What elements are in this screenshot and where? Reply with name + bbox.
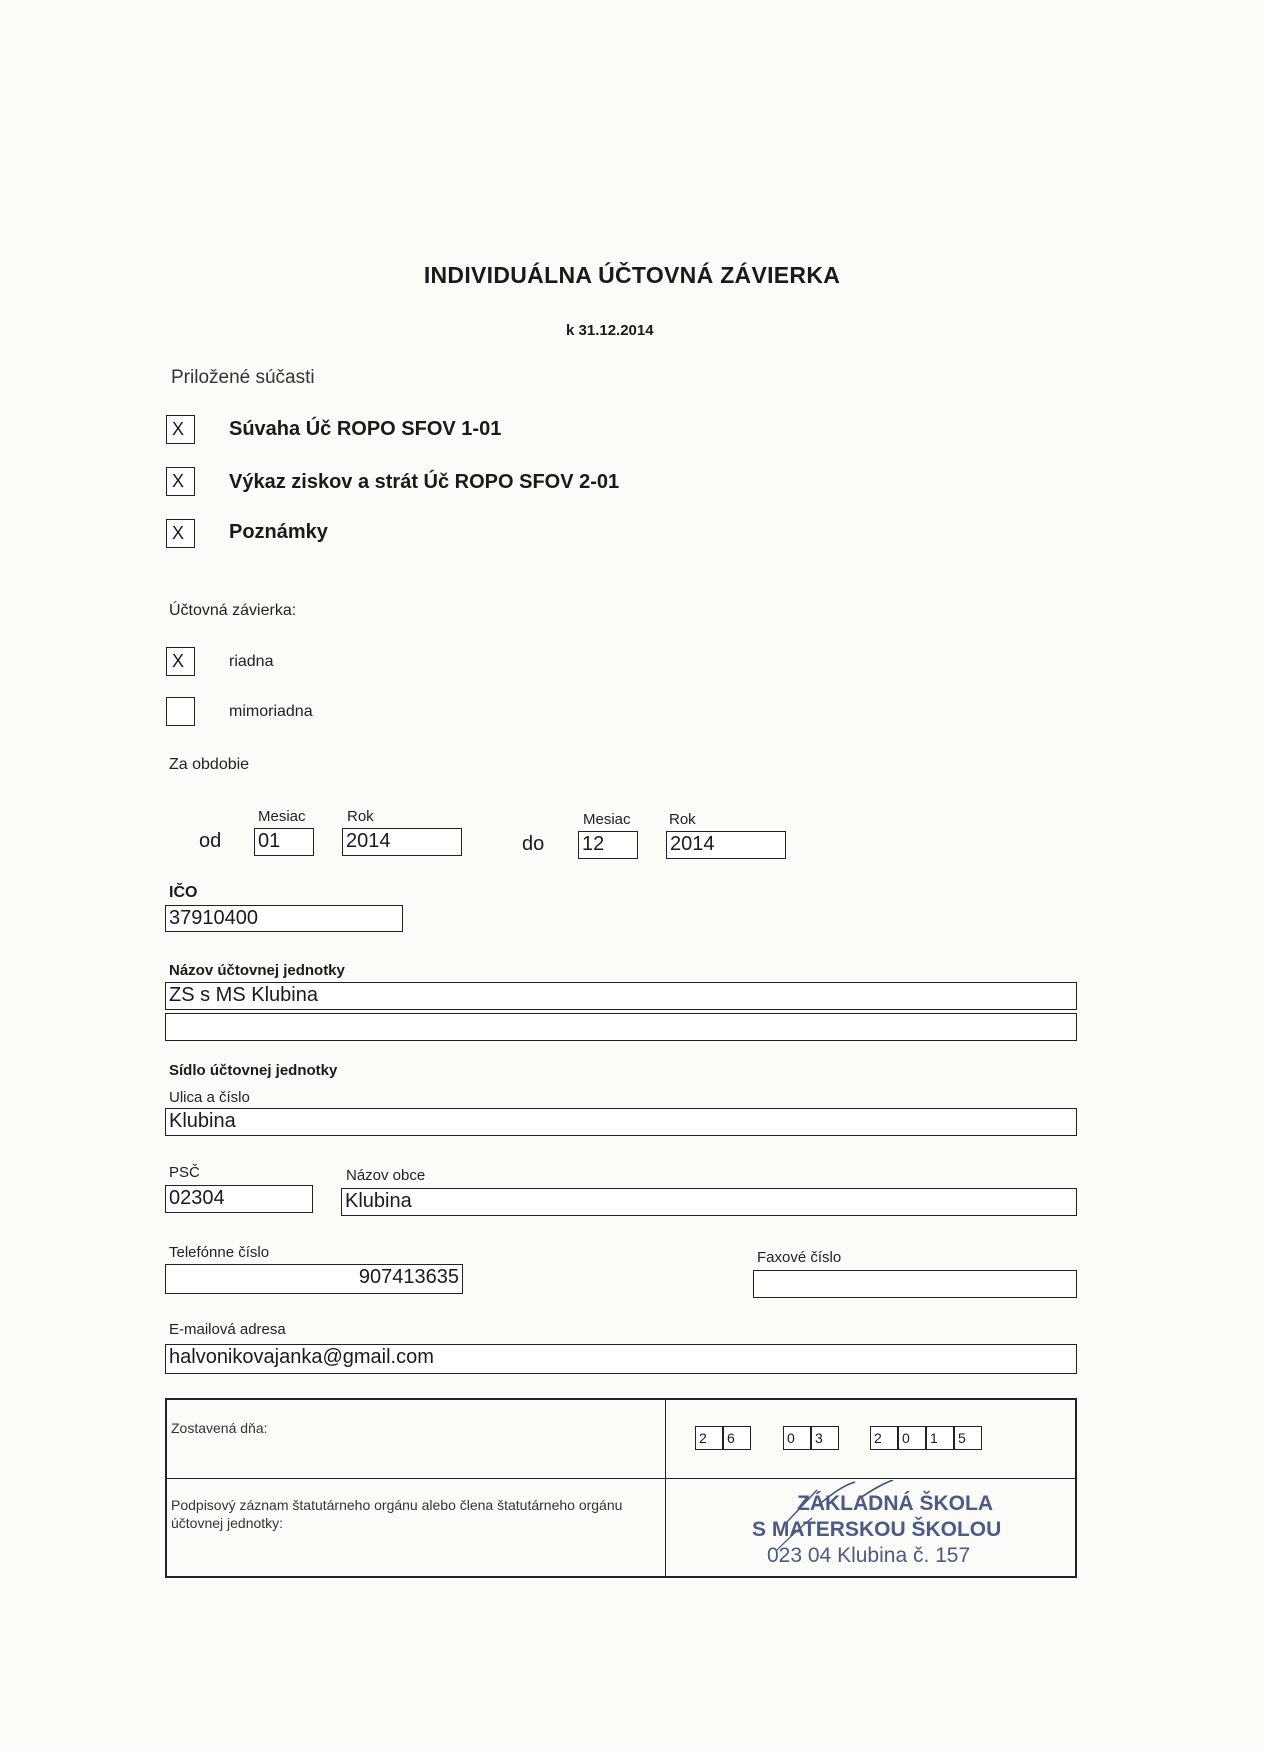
to-month-field[interactable]: 12 bbox=[578, 831, 638, 859]
to-month-label: Mesiac bbox=[583, 811, 631, 828]
compiled-day-digit-2[interactable]: 6 bbox=[723, 1426, 751, 1450]
ico-label: IČO bbox=[169, 884, 198, 901]
phone-field[interactable]: 907413635 bbox=[165, 1264, 463, 1294]
entity-name-field-line2[interactable] bbox=[165, 1013, 1077, 1041]
attachment-checkbox-vykaz[interactable]: X bbox=[166, 467, 195, 496]
stamp-line3: 023 04 Klubina č. 157 bbox=[767, 1544, 971, 1567]
stamp-line2: S MATERSKOU ŠKOLOU bbox=[752, 1518, 1002, 1541]
attachment-label-vykaz: Výkaz ziskov a strát Úč ROPO SFOV 2-01 bbox=[229, 471, 620, 493]
seat-heading: Sídlo účtovnej jednotky bbox=[169, 1062, 338, 1079]
closing-label-mimoriadna: mimoriadna bbox=[229, 703, 313, 720]
stamp-line1: ZÁKLADNÁ ŠKOLA bbox=[797, 1492, 993, 1515]
attachment-label-poznamky: Poznámky bbox=[229, 521, 328, 543]
period-heading: Za obdobie bbox=[169, 756, 250, 773]
from-year-label: Rok bbox=[347, 808, 374, 825]
document-title: INDIVIDUÁLNA ÚČTOVNÁ ZÁVIERKA bbox=[423, 262, 841, 288]
email-label: E-mailová adresa bbox=[169, 1321, 286, 1338]
compiled-month-digit-1[interactable]: 0 bbox=[783, 1426, 811, 1450]
street-field[interactable]: Klubina bbox=[165, 1108, 1077, 1136]
to-year-field[interactable]: 2014 bbox=[666, 831, 786, 859]
compiled-year-digit-4[interactable]: 5 bbox=[954, 1426, 982, 1450]
psc-field[interactable]: 02304 bbox=[165, 1185, 313, 1213]
street-label: Ulica a číslo bbox=[169, 1089, 250, 1106]
compiled-year-digit-3[interactable]: 1 bbox=[926, 1426, 954, 1450]
from-month-field[interactable]: 01 bbox=[254, 828, 314, 856]
compiled-year-digit-2[interactable]: 0 bbox=[898, 1426, 926, 1450]
closing-label-riadna: riadna bbox=[229, 653, 274, 670]
table-vertical-divider bbox=[665, 1400, 666, 1576]
closing-checkbox-mimoriadna[interactable] bbox=[166, 697, 195, 726]
from-label: od bbox=[199, 830, 222, 852]
attachment-checkbox-poznamky[interactable]: X bbox=[166, 519, 195, 548]
table-horizontal-divider bbox=[167, 1478, 1075, 1479]
compiled-label: Zostavená dňa: bbox=[171, 1420, 268, 1436]
attachments-heading: Priložené súčasti bbox=[171, 367, 315, 388]
phone-label: Telefónne číslo bbox=[169, 1244, 270, 1261]
from-year-field[interactable]: 2014 bbox=[342, 828, 462, 856]
psc-label: PSČ bbox=[169, 1164, 200, 1181]
entity-name-field-line1[interactable]: ZS s MS Klubina bbox=[165, 982, 1077, 1010]
compiled-year-digit-1[interactable]: 2 bbox=[870, 1426, 898, 1450]
document-date: k 31.12.2014 bbox=[566, 322, 654, 339]
attachment-checkbox-suvaha[interactable]: X bbox=[166, 415, 195, 444]
to-year-label: Rok bbox=[669, 811, 696, 828]
signature-label: Podpisový záznam štatutárneho orgánu alebo člena štatutárneho orgánu účtovnej jednotky: bbox=[171, 1497, 623, 1531]
compiled-month-digit-2[interactable]: 3 bbox=[811, 1426, 839, 1450]
attachment-label-suvaha: Súvaha Úč ROPO SFOV 1-01 bbox=[229, 418, 502, 440]
fax-label: Faxové číslo bbox=[757, 1249, 842, 1266]
email-field[interactable]: halvonikovajanka@gmail.com bbox=[165, 1344, 1077, 1374]
from-month-label: Mesiac bbox=[258, 808, 306, 825]
fax-field[interactable] bbox=[753, 1270, 1077, 1298]
city-field[interactable]: Klubina bbox=[341, 1188, 1077, 1216]
signature-stamp-area bbox=[667, 1480, 1075, 1576]
ico-field[interactable]: 37910400 bbox=[165, 905, 403, 932]
city-label: Názov obce bbox=[346, 1167, 426, 1184]
closing-type-heading: Účtovná závierka: bbox=[169, 602, 297, 619]
entity-name-label: Názov účtovnej jednotky bbox=[169, 962, 345, 979]
signature-table bbox=[165, 1398, 1077, 1578]
to-label: do bbox=[522, 833, 545, 855]
compiled-day-digit-1[interactable]: 2 bbox=[695, 1426, 723, 1450]
closing-checkbox-riadna[interactable]: X bbox=[166, 647, 195, 676]
